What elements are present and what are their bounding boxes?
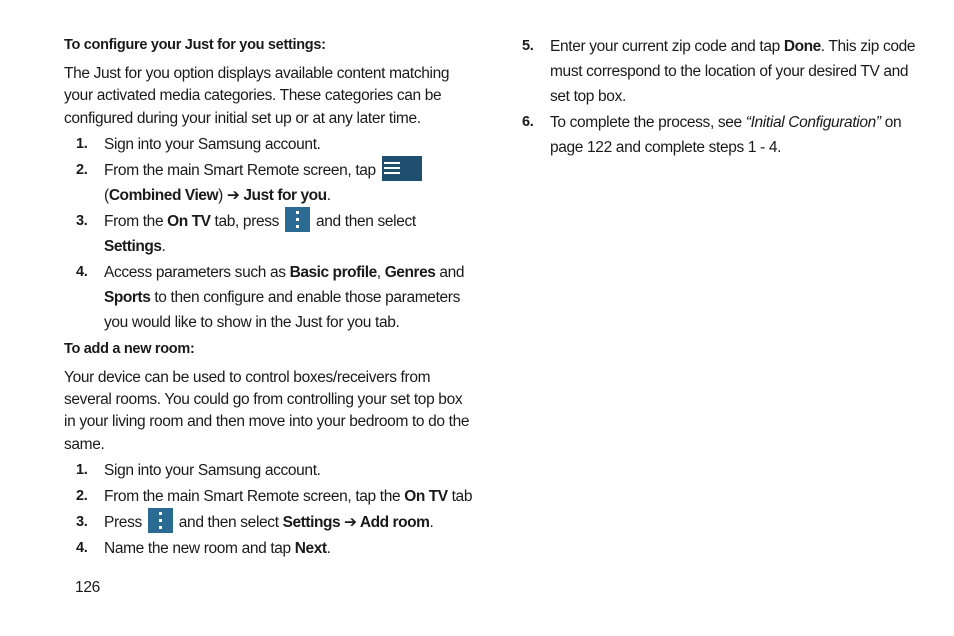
step-4-parameters	[64, 260, 474, 335]
arrow-icon: ➔	[226, 186, 240, 204]
combined-view-label: Combined View	[108, 186, 219, 204]
left-column	[64, 34, 474, 562]
step-1-sign-in	[64, 458, 474, 483]
step-text: Press	[104, 514, 146, 532]
settings-label: Settings	[104, 237, 162, 255]
step-3-settings	[64, 209, 474, 259]
step-text: From the main Smart Remote screen, tap the	[104, 488, 405, 506]
step-number: 1.	[76, 135, 88, 152]
step-text: .	[429, 514, 434, 532]
step-number: 3.	[76, 514, 88, 531]
step-text: (	[104, 186, 109, 204]
step-number: 6.	[522, 114, 534, 130]
step-number: 4.	[76, 540, 88, 557]
step-text: .	[326, 186, 331, 204]
step-text: Sign into your Samsung account.	[104, 135, 321, 153]
step-text: and	[435, 263, 465, 281]
sports-label: Sports	[104, 288, 151, 306]
add-room-label: Add room	[359, 514, 430, 532]
step-text: From the	[104, 212, 168, 230]
step-6-complete	[522, 110, 922, 160]
step-number: 1.	[76, 462, 88, 479]
step-1-sign-in	[64, 132, 474, 157]
more-vertical-icon	[285, 207, 310, 232]
more-vertical-icon	[148, 508, 173, 533]
step-number: 4.	[76, 263, 88, 280]
section-intro-just-for-you: The Just for you option displays available content matching your activated media categories. These categories can be configured during your initial set up or at any later time.	[64, 65, 450, 127]
step-text: From the main Smart Remote screen, tap	[104, 161, 380, 179]
step-2-on-tv-tab	[64, 484, 474, 509]
step-text: To complete the process, see	[550, 114, 746, 131]
step-text: Enter your current zip code and tap	[550, 38, 784, 55]
just-for-you-label: Just for you	[243, 186, 327, 204]
step-text: on page 122 and complete steps 1 - 4.	[550, 114, 902, 156]
step-5-zip-code	[522, 34, 922, 109]
step-number: 2.	[76, 488, 88, 505]
on-tv-label: On TV	[167, 212, 211, 230]
initial-configuration-reference: “Initial Configuration”	[745, 114, 881, 131]
step-text: to then configure and enable those parameters you would like to show in the Just for you tab.	[104, 288, 461, 331]
step-number: 2.	[76, 161, 88, 178]
on-tv-label: On TV	[404, 488, 448, 506]
genres-label: Genres	[384, 263, 436, 281]
step-text: tab	[447, 488, 473, 506]
section-heading-just-for-you: To configure your Just for you settings:	[64, 37, 326, 53]
step-text: Name the new room and tap	[104, 540, 295, 558]
step-4-name-room	[64, 536, 474, 561]
section-heading-add-room: To add a new room:	[64, 340, 195, 357]
settings-label: Settings	[282, 514, 341, 532]
section-intro-add-room: Your device can be used to control boxes/receivers from several rooms. You could go from controlling your set top box in your living room and then move into your bedroom to do the same.	[64, 368, 470, 453]
basic-profile-label: Basic profile	[289, 263, 377, 281]
step-text: tab, press	[210, 212, 284, 230]
step-text: )	[218, 186, 227, 204]
step-text: and then select	[174, 514, 283, 532]
step-number: 3.	[76, 212, 88, 229]
step-text: . This zip code must correspond to the location of your desired TV and set top box.	[550, 38, 916, 105]
step-2-combined-view	[64, 158, 474, 208]
right-column	[522, 34, 922, 161]
done-label: Done	[783, 38, 821, 55]
step-text: ,	[376, 263, 385, 281]
step-text: Access parameters such as	[104, 263, 290, 281]
step-number: 5.	[522, 38, 534, 54]
step-text: Sign into your Samsung account.	[104, 462, 321, 480]
next-label: Next	[294, 540, 327, 558]
arrow-icon: ➔	[340, 514, 360, 532]
step-text: .	[161, 237, 166, 255]
step-text: .	[326, 540, 331, 558]
step-3-add-room	[64, 510, 474, 535]
page-number: 126	[75, 579, 100, 596]
step-text: and then select	[312, 212, 416, 230]
menu-icon	[382, 156, 422, 181]
